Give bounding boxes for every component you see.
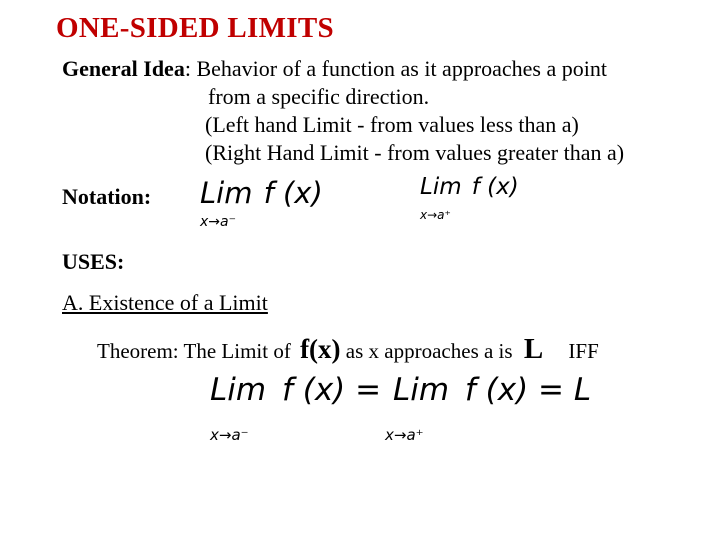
- equation-sub1-wrap: [210, 412, 249, 448]
- theorem-suffix: IFF: [568, 339, 599, 363]
- notation-left-sub: x→a⁻: [200, 214, 236, 230]
- notation-label: Notation:: [62, 184, 152, 209]
- notation-left-fx: f (x): [263, 176, 323, 210]
- notation-right-fx: f (x): [471, 174, 519, 200]
- equation-fx2: f (x) = L: [464, 372, 592, 408]
- general-idea-colon: :: [184, 56, 191, 81]
- notation-left-limit: [200, 176, 323, 210]
- section-a-text: A. Existence of a Limit: [62, 290, 268, 315]
- equation-sub2-wrap: [385, 412, 424, 448]
- general-idea-label: General Idea: [62, 56, 185, 81]
- theorem-middle: as x approaches a is: [345, 339, 513, 363]
- equation-lim2: Lim: [392, 372, 450, 408]
- notation-right-limit: [420, 174, 519, 200]
- notation-right-sub: x→a⁺: [420, 208, 451, 222]
- theorem-L: L: [523, 333, 544, 365]
- section-a-heading: [62, 290, 268, 316]
- equation-sub2: x→a⁺: [385, 426, 424, 444]
- theorem-line: [97, 333, 599, 367]
- general-idea-text1: Behavior of a function as it approaches a point: [190, 56, 607, 81]
- general-idea-line1: [62, 56, 607, 82]
- equation-sub1: x→a⁻: [210, 426, 249, 444]
- theorem-prefix: Theorem: The Limit of: [97, 339, 291, 363]
- uses-label: USES:: [62, 249, 125, 274]
- general-idea-line2: from a specific direction.: [208, 84, 430, 109]
- equation-lim1: Lim: [210, 372, 267, 408]
- general-idea-line4: (Right Hand Limit - from values greater than a): [205, 140, 625, 165]
- equation-fx1: f (x) =: [281, 372, 382, 408]
- notation-left-lim: Lim: [200, 176, 253, 210]
- notation-right-lim: Lim: [420, 174, 462, 200]
- general-idea-line3: (Left hand Limit - from values less than a): [205, 112, 579, 137]
- notation-right-sub-wrap: [420, 204, 451, 223]
- slide-title: ONE-SIDED LIMITS: [56, 12, 334, 44]
- theorem-fx: f(x): [300, 334, 341, 364]
- theorem-equation: [210, 372, 591, 408]
